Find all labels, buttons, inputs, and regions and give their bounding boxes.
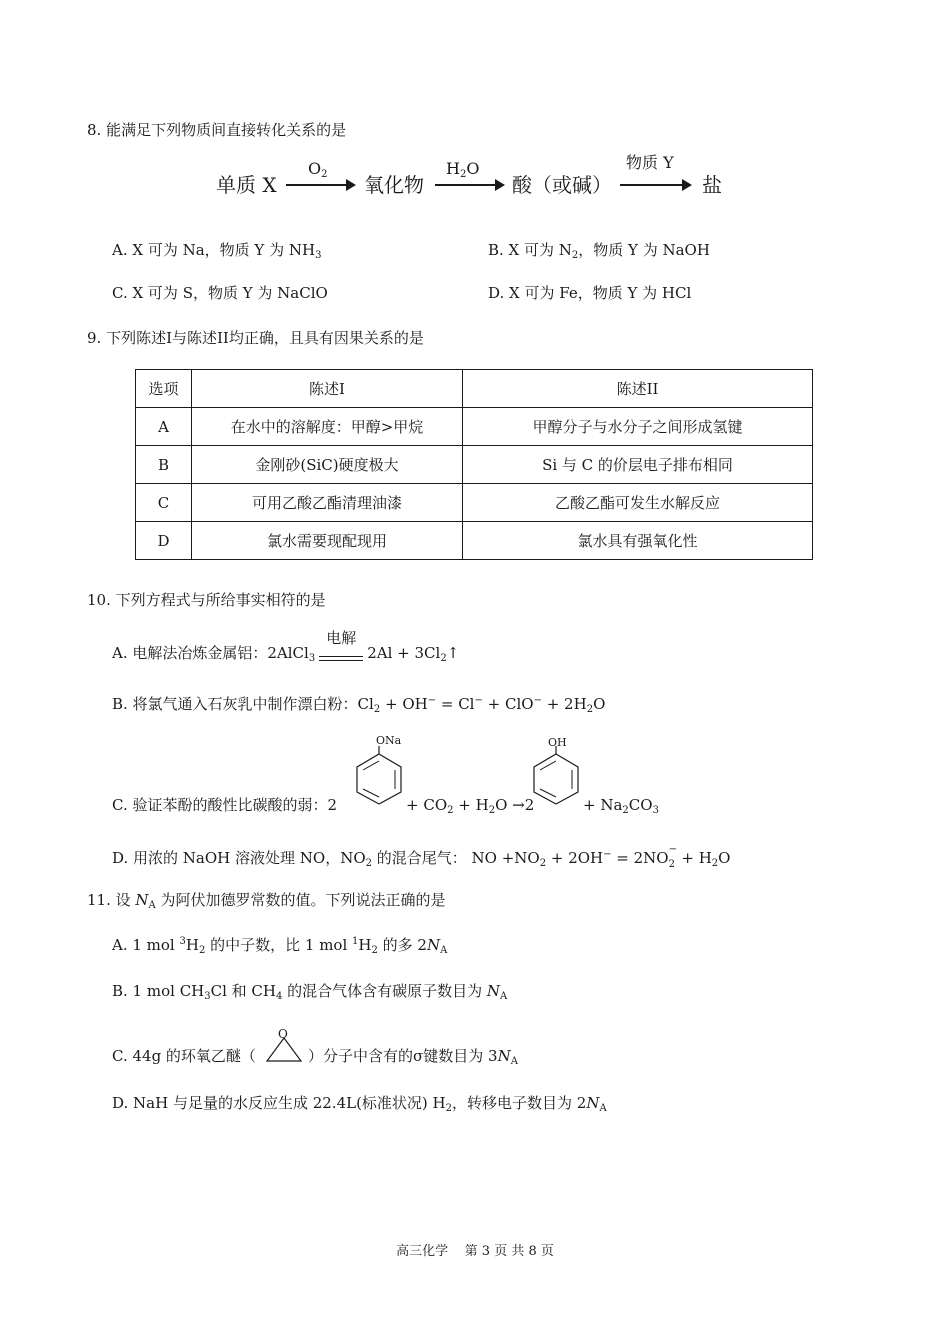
q9-table bbox=[135, 369, 813, 560]
q11-option-a: A. 1 mol $^3H_2$ 的中子数，比 1 mol $^1H_2$ 的多 $2N_A$ bbox=[112, 936, 448, 956]
chain-label-o2: $O_2$ bbox=[308, 159, 328, 180]
phenol-label: OH bbox=[548, 736, 567, 749]
epoxide-oxygen-label: O bbox=[278, 1027, 288, 1041]
table-row bbox=[136, 408, 813, 446]
chain-arrow-3 bbox=[620, 184, 690, 186]
q8-option-c: C. X 可为 S，物质 Y 为 NaClO bbox=[112, 284, 328, 302]
page-footer: 高三化学 第 3 页 共 8 页 bbox=[396, 1244, 554, 1259]
chain-arrow-2 bbox=[435, 184, 503, 186]
q10-option-a: A. 电解法冶炼金属铝：2AlCl$_3$ 电解 $2Al + 3Cl_2↑$ bbox=[112, 629, 460, 664]
cell-statement-2: 氯水具有强氧化性 bbox=[463, 522, 813, 560]
chain-element-x: 单质 X bbox=[216, 173, 277, 197]
chain-arrow-1 bbox=[286, 184, 354, 186]
q11-stem: 11. 设 $N_A$ 为阿伏加德罗常数的值。下列说法正确的是 bbox=[87, 891, 446, 911]
cell-statement-1: 氯水需要现配现用 bbox=[192, 522, 463, 560]
cell-statement-1: 金刚砂(SiC)硬度极大 bbox=[192, 446, 463, 484]
header-statement-2: 陈述II bbox=[463, 370, 813, 408]
chain-acid: 酸（或碱） bbox=[512, 173, 612, 197]
cell-statement-2: Si 与 C 的价层电子排布相同 bbox=[463, 446, 813, 484]
q10-option-c-text: C. 验证苯酚的酸性比碳酸的弱：2 bbox=[112, 796, 338, 814]
phenoxide-label: ONa bbox=[376, 734, 402, 747]
table-row bbox=[136, 446, 813, 484]
q11-option-c-rest: ）分子中含有的σ键数目为 $3N_A$ bbox=[308, 1047, 518, 1067]
q10-option-c-reagents: + $CO_2 + H_2O \to 2$ bbox=[406, 796, 535, 816]
q8-conversion-chain bbox=[216, 150, 736, 210]
epoxide-ring-icon bbox=[264, 1036, 304, 1064]
q11-option-b: B. 1 mol $CH_3Cl$ 和 $CH_4$ 的混合气体含有碳原子数目为 $N_A$ bbox=[112, 982, 508, 1002]
table-header-row bbox=[136, 370, 813, 408]
q8-stem: 8. 能满足下列物质间直接转化关系的是 bbox=[87, 121, 347, 139]
cell-statement-2: 乙酸乙酯可发生水解反应 bbox=[463, 484, 813, 522]
cell-statement-1: 可用乙酸乙酯清理油漆 bbox=[192, 484, 463, 522]
chain-label-y: 物质 Y bbox=[626, 153, 674, 172]
electrolysis-equal-sign: 电解 bbox=[319, 644, 363, 664]
sodium-phenoxide-ring-icon bbox=[353, 746, 405, 806]
table-row bbox=[136, 522, 813, 560]
cell-option: D bbox=[136, 522, 192, 560]
cell-statement-1: 在水中的溶解度：甲醇>甲烷 bbox=[192, 408, 463, 446]
q11-option-c-text: C. 44g 的环氧乙醚（ bbox=[112, 1047, 256, 1065]
cell-option: B bbox=[136, 446, 192, 484]
table-row bbox=[136, 484, 813, 522]
q9-stem: 9. 下列陈述I与陈述II均正确，且具有因果关系的是 bbox=[87, 329, 424, 347]
header-option: 选项 bbox=[136, 370, 192, 408]
cell-option: A bbox=[136, 408, 192, 446]
phenol-ring-icon bbox=[530, 746, 582, 806]
chain-salt: 盐 bbox=[702, 173, 722, 197]
header-statement-1: 陈述I bbox=[192, 370, 463, 408]
chain-label-h2o: $H_2O$ bbox=[446, 159, 480, 180]
q11-option-d: D. NaH 与足量的水反应生成 22.4L(标准状况) $H_2$，转移电子数目为 $2N_A$ bbox=[112, 1094, 607, 1114]
q10-option-c-products: + $Na_2CO_3$ bbox=[583, 796, 659, 816]
cell-option: C bbox=[136, 484, 192, 522]
q10-option-d: D. 用浓的 NaOH 溶液处理 NO，$NO_2$ 的混合尾气： NO $+NO_2 + 2OH^- = 2NO$ − 2 + $H_2O$ bbox=[112, 844, 731, 870]
q10-option-b: B. 将氯气通入石灰乳中制作漂白粉：$Cl_2 + OH^- = Cl^- + ClO^- + 2H_2O$ bbox=[112, 695, 606, 715]
q8-option-a: A. X 可为 Na，物质 Y 为 $NH_3$ bbox=[112, 241, 322, 261]
cell-statement-2: 甲醇分子与水分子之间形成氢键 bbox=[463, 408, 813, 446]
q8-option-d: D. X 可为 Fe，物质 Y 为 HCl bbox=[488, 284, 692, 302]
q8-option-b: B. X 可为 $N_2$，物质 Y 为 NaOH bbox=[488, 241, 710, 261]
q10-stem: 10. 下列方程式与所给事实相符的是 bbox=[87, 591, 326, 609]
chain-oxide: 氧化物 bbox=[364, 173, 424, 197]
